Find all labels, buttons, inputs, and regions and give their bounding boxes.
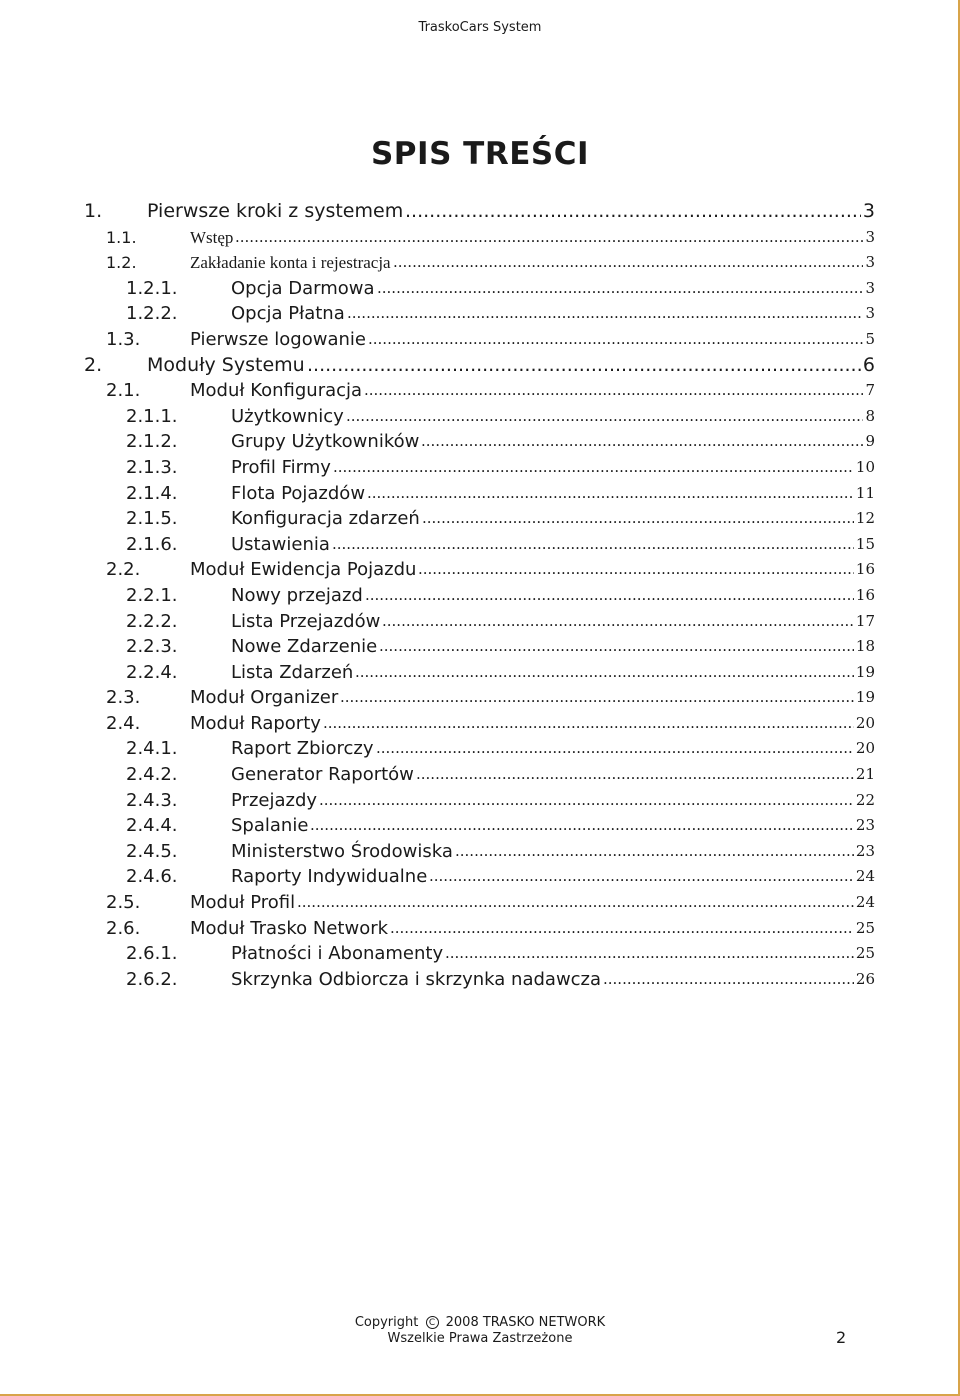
toc-entry[interactable] (0, 506, 960, 532)
toc-entry-leader (347, 301, 863, 327)
toc-entry-leader (368, 327, 863, 353)
toc-entry-label: Flota Pojazdów (231, 482, 366, 504)
page-footer (0, 1315, 960, 1347)
toc-entry-page: 3 (865, 278, 875, 297)
toc-entry[interactable] (0, 762, 960, 788)
toc-entry-label: Opcja Darmowa (231, 277, 375, 299)
toc-entry-label: Przejazdy (231, 789, 318, 811)
toc-entry-number: 2.4.2. (126, 764, 178, 786)
toc-entry-page: 20 (855, 713, 875, 732)
toc-entry-label: Grupy Użytkowników (231, 431, 420, 453)
toc-entry-page: 12 (855, 509, 875, 528)
toc-entry[interactable] (0, 250, 960, 276)
toc-entry[interactable] (0, 839, 960, 865)
toc-entry-leader (332, 532, 854, 558)
toc-entry[interactable] (0, 711, 960, 737)
toc-entry-leader (421, 429, 863, 455)
toc-entry-number: 2.4. (106, 712, 141, 734)
toc-entry-number: 2. (84, 353, 103, 376)
toc-entry[interactable] (0, 557, 960, 583)
toc-entry-page: 21 (855, 765, 875, 784)
toc-entry-leader (307, 353, 861, 379)
toc-entry-leader (323, 711, 854, 737)
toc-entry-label: Nowy przejazd (231, 584, 363, 606)
toc-entry-page: 19 (855, 662, 875, 681)
toc-entry[interactable] (0, 864, 960, 890)
rights-line: Wszelkie Prawa Zastrzeżone (387, 1331, 573, 1346)
toc-entry[interactable] (0, 583, 960, 609)
toc-entry-page: 3 (865, 253, 875, 272)
toc-entry-page: 16 (855, 560, 875, 579)
toc-entry-page: 5 (865, 329, 875, 348)
toc-entry-leader (603, 967, 854, 993)
toc-entry-page: 24 (855, 893, 875, 912)
toc-entry-number: 2.5. (106, 892, 141, 914)
toc-entry-leader (416, 762, 854, 788)
toc-entry[interactable] (0, 788, 960, 814)
toc-entry-label: Nowe Zdarzenie (231, 636, 378, 658)
toc-entry-number: 1.1. (106, 227, 137, 247)
toc-entry-leader (376, 736, 854, 762)
toc-entry[interactable] (0, 941, 960, 967)
toc-entry-label: Płatności i Abonamenty (231, 943, 444, 965)
toc-entry[interactable] (0, 634, 960, 660)
toc-entry-number: 2.2.2. (126, 610, 178, 632)
toc-entry-number: 2.4.3. (126, 789, 178, 811)
toc-entry-leader (429, 864, 854, 890)
toc-entry[interactable] (0, 660, 960, 686)
toc-entry-label: Generator Raportów (231, 764, 414, 786)
toc-entry[interactable] (0, 199, 960, 225)
toc-entry-number: 2.1.2. (126, 431, 178, 453)
toc-entry-number: 2.1.5. (126, 508, 178, 530)
toc-entry-label: Opcja Płatna (231, 303, 345, 325)
toc-entry-page: 3 (862, 200, 875, 222)
toc-entry-label: Raport Zbiorczy (231, 738, 374, 760)
toc-entry-number: 2.2.3. (126, 636, 178, 658)
toc-entry-page: 20 (855, 739, 875, 758)
toc-entry-number: 1.3. (106, 328, 141, 350)
toc-entry-leader (445, 941, 854, 967)
toc-entry-number: 2.4.6. (126, 866, 178, 888)
toc-entry-number: 2.1.6. (126, 533, 178, 555)
toc-entry[interactable] (0, 532, 960, 558)
toc-entry-label: Ministerstwo Środowiska (231, 840, 453, 862)
toc-entry-label: Lista Zdarzeń (231, 661, 354, 683)
toc-entry-page: 8 (865, 406, 875, 425)
toc-entry-label: Raporty Indywidualne (231, 866, 428, 888)
toc-entry-number: 2.1. (106, 380, 141, 402)
toc-entry[interactable] (0, 813, 960, 839)
toc-entry-label: Pierwsze logowanie (190, 328, 366, 350)
toc-entry-leader (340, 685, 854, 711)
toc-entry-label: Profil Firmy (231, 456, 331, 478)
copyright-word: Copyright (354, 1315, 419, 1330)
toc-entry-page: 24 (855, 867, 875, 886)
toc-entry-page: 18 (855, 637, 875, 656)
toc-entry[interactable] (0, 609, 960, 635)
toc-entry[interactable] (0, 916, 960, 942)
toc-entry-page: 9 (865, 432, 875, 451)
toc-entry-number: 2.4.5. (126, 840, 178, 862)
copyright-line (0, 1315, 960, 1331)
toc-entry-leader (346, 404, 863, 430)
copyright-icon: C (426, 1316, 439, 1329)
toc-entry[interactable] (0, 276, 960, 302)
toc-entry-leader (455, 839, 854, 865)
toc-entry[interactable] (0, 890, 960, 916)
toc-entry-page: 19 (855, 688, 875, 707)
toc-entry-number: 1.2.1. (126, 277, 178, 299)
toc-entry-leader (377, 276, 863, 302)
toc-entry-leader (319, 788, 854, 814)
toc-entry-number: 2.2. (106, 559, 141, 581)
toc-entry-label: Moduł Trasko Network (190, 917, 389, 939)
toc-entry-leader (422, 506, 854, 532)
toc-entry[interactable] (0, 685, 960, 711)
toc-entry-label: Skrzynka Odbiorcza i skrzynka nadawcza (231, 968, 602, 990)
toc-entry-number: 2.6.1. (126, 943, 178, 965)
toc-entry-leader (355, 660, 854, 686)
toc-entry-number: 1.2. (106, 253, 137, 273)
toc-entry-page: 17 (855, 611, 875, 630)
toc-entry[interactable] (0, 327, 960, 353)
toc-entry-label: Konfiguracja zdarzeń (231, 508, 420, 530)
toc-entry-leader (379, 634, 854, 660)
toc-entry-label: Wstęp (190, 227, 234, 247)
toc-entry-number: 2.4.1. (126, 738, 178, 760)
toc-entry-number: 2.2.4. (126, 661, 178, 683)
toc-entry-page: 3 (865, 227, 875, 246)
toc-entry-page: 15 (855, 534, 875, 553)
toc-entry[interactable] (0, 353, 960, 379)
toc-entry-number: 2.2.1. (126, 584, 178, 606)
page-number: 2 (836, 1328, 847, 1347)
toc-entry-page: 22 (855, 790, 875, 809)
toc-entry[interactable] (0, 736, 960, 762)
toc-entry-number: 2.1.4. (126, 482, 178, 504)
toc-entry-leader (297, 890, 854, 916)
toc-entry-label: Moduły Systemu (147, 353, 305, 376)
toc-entry-leader (333, 455, 854, 481)
toc-entry-label: Lista Przejazdów (231, 610, 381, 632)
toc-entry-number: 2.6.2. (126, 968, 178, 990)
toc-entry-label: Zakładanie konta i rejestracja (190, 253, 391, 273)
toc-entry-page: 11 (855, 483, 875, 502)
toc-entry-leader (235, 225, 863, 251)
toc-entry-number: 1.2.2. (126, 303, 178, 325)
toc-entry-page: 7 (865, 381, 875, 400)
toc-entry-label: Spalanie (231, 815, 309, 837)
toc-entry-leader (364, 378, 863, 404)
toc-entry-label: Pierwsze kroki z systemem (147, 200, 404, 222)
toc-entry-page: 25 (855, 918, 875, 937)
toc-entry[interactable] (0, 481, 960, 507)
toc-entry-label: Moduł Konfiguracja (190, 380, 363, 402)
toc-entry-label: Moduł Organizer (190, 687, 339, 709)
toc-entry-leader (367, 481, 854, 507)
table-of-contents (0, 199, 960, 992)
toc-entry[interactable] (0, 429, 960, 455)
toc-entry-number: 2.6. (106, 917, 141, 939)
toc-entry-leader (382, 609, 854, 635)
toc-entry-label: Ustawienia (231, 533, 330, 555)
toc-entry-leader (390, 916, 854, 942)
toc-entry-page: 6 (862, 353, 875, 376)
toc-entry-number: 1. (84, 200, 103, 222)
toc-entry-page: 3 (865, 304, 875, 323)
toc-entry-number: 2.1.3. (126, 456, 178, 478)
toc-entry-page: 26 (855, 969, 875, 988)
toc-entry-page: 16 (855, 585, 875, 604)
toc-entry[interactable] (0, 967, 960, 993)
toc-entry-label: Moduł Profil (190, 892, 296, 914)
toc-entry[interactable] (0, 225, 960, 251)
toc-entry-leader (405, 199, 861, 225)
copyright-text: 2008 TRASKO NETWORK (445, 1315, 606, 1330)
toc-entry-number: 2.1.1. (126, 405, 178, 427)
toc-entry-page: 25 (855, 944, 875, 963)
toc-entry-number: 2.3. (106, 687, 141, 709)
toc-entry-label: Użytkownicy (231, 405, 344, 427)
toc-entry-leader (393, 250, 863, 276)
toc-entry-leader (365, 583, 854, 609)
toc-entry-label: Moduł Raporty (190, 712, 321, 734)
toc-entry-label: Moduł Ewidencja Pojazdu (190, 559, 417, 581)
toc-entry[interactable] (0, 404, 960, 430)
toc-entry-leader (418, 557, 854, 583)
toc-title: SPIS TREŚCI (370, 136, 589, 172)
page-header: TraskoCars System (418, 20, 542, 35)
toc-entry-page: 23 (855, 816, 875, 835)
toc-entry[interactable] (0, 301, 960, 327)
toc-entry-leader (310, 813, 854, 839)
toc-entry[interactable] (0, 455, 960, 481)
toc-entry-page: 10 (855, 457, 875, 476)
toc-entry[interactable] (0, 378, 960, 404)
toc-entry-page: 23 (855, 841, 875, 860)
toc-entry-number: 2.4.4. (126, 815, 178, 837)
